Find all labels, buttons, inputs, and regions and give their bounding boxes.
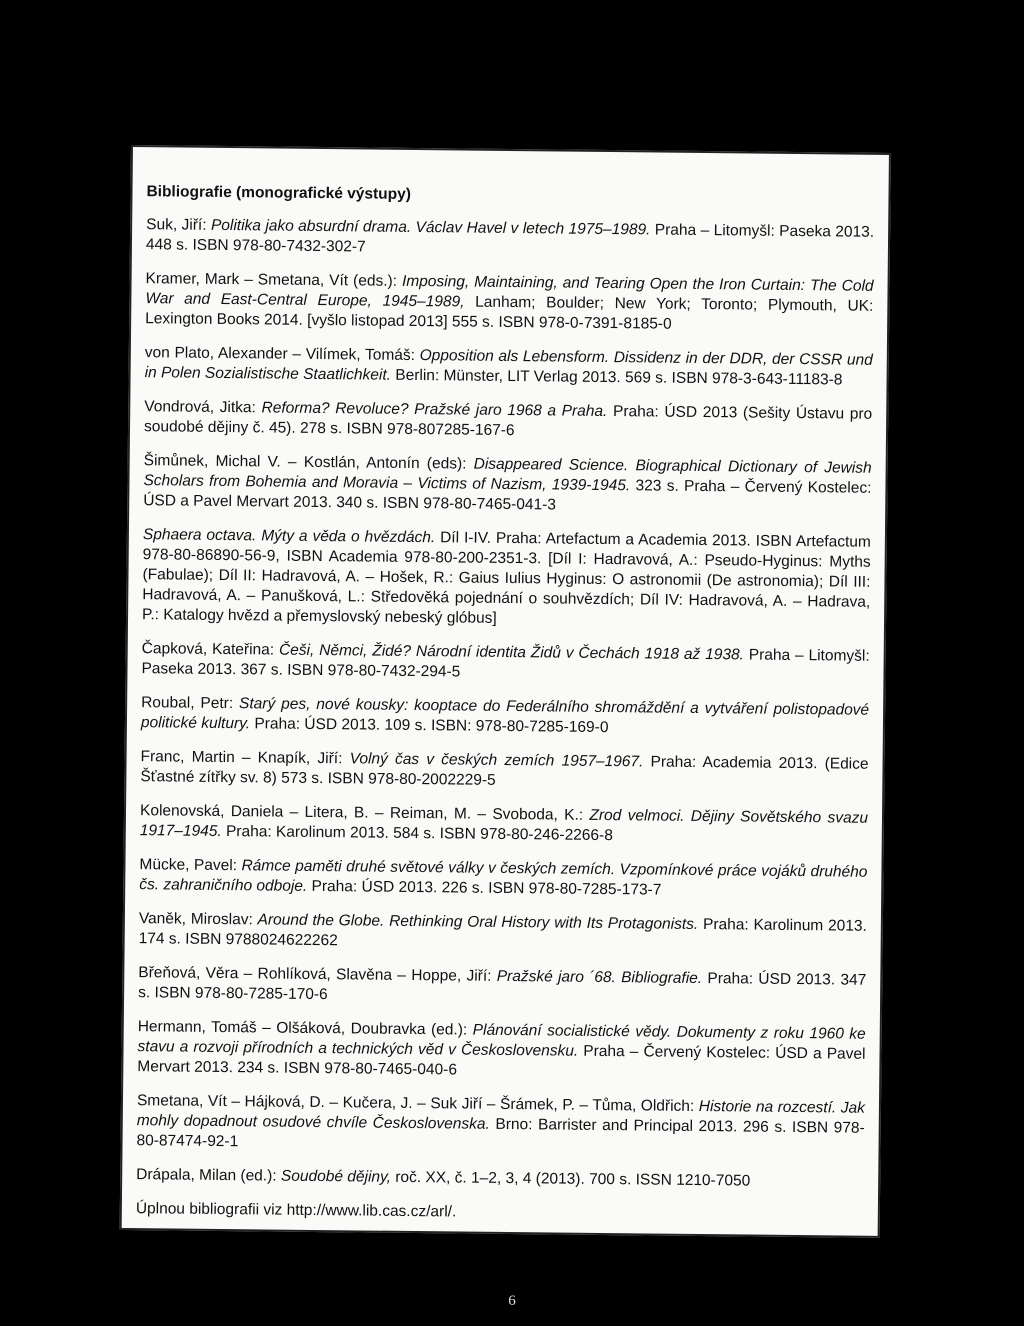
bib-entry: Suk, Jiří: Politika jako absurdní drama. Václav Havel v letech 1975–1989. Praha – Litomyšl: Paseka 2013. 448 s. ISBN 978-80-7432-302-7 [145,216,875,256]
bib-entry: Sphaera octava. Mýty a věda o hvězdách. Díl I-IV. Praha: Artefactum a Academia 2013. ISBN Artefactum 978-80-86890-56-9, ISBN Academia 978-80-200-2351-3. [Díl I: Hadravová, A.: Pseudo-Hyginus: Myths (Fabulae); Díl II: Hadravová, A. – Hošek, R.: Gaius Iulius Hyginus: O astronomii (De astronomia); Díl III: Hadravová, A. – Panušková, L.: Středověká pojednání o souhvězdích; Díl IV: Hadravová, A. – Hadrava, P.: Katalogy hvězd a přemyslovský nebeský glóbus] [141,526,871,627]
bib-entry: Vaněk, Miroslav: Around the Globe. Rethinking Oral History with Its Protagonists. Praha: Karolinum 2013. 174 s. ISBN 9788024622262 [138,910,867,950]
bib-entry: Kolenovská, Daniela – Litera, B. – Reiman, M. – Svoboda, K.: Zrod velmoci. Dějiny Sovětského svazu 1917–1945. Praha: Karolinum 2013. 584 s. ISBN 978-80-246-2266-8 [139,802,869,845]
bib-entry: Šimůnek, Michal V. – Kostlán, Antonín (eds): Disappeared Science. Biographical Dictionary of Jewish Scholars from Bohemia and Moravia – Victims of Nazism, 1939-1945. 323 s. Praha – Červený Kostelec: ÚSD a Pavel Mervart 2013. 340 s. ISBN 978-80-7465-041-3 [143,452,872,514]
bib-entry: Roubal, Petr: Starý pes, nové kousky: kooptace do Federálního shromáždění a vytváření polistopadové politické kultury. Praha: ÚSD 2013. 109 s. ISBN: 978-80-7285-169-0 [140,694,870,737]
bib-entry: Vondrová, Jitka: Reforma? Revoluce? Pražské jaro 1968 a Praha. Praha: ÚSD 2013 (Sešity Ústavu pro soudobé dějiny č. 45). 278 s. ISBN 978-807285-167-6 [143,398,873,440]
bib-entry: Franc, Martin – Knapík, Jiří: Volný čas v českých zemích 1957–1967. Praha: Academia 2013. (Edice Šťastné zítřky sv. 8) 573 s. ISBN 978-80-2002229-5 [140,748,869,789]
bib-entry: Kramer, Mark – Smetana, Vít (eds.): Imposing, Maintaining, and Tearing Open the Iron Curtain: The Cold War and East-Central Europe, 1945–1989, Lanham; Boulder; New York; Toronto; Plymouth, UK: Lexington Books 2014. [vyšlo listopad 2013] 555 s. ISBN 978-0-7391-8185-0 [145,270,874,333]
full-bibliography-note: Úplnou bibliografii viz http://www.lib.cas.cz/arl/. [135,1200,457,1221]
bib-entry: Hermann, Tomáš – Olšáková, Doubravka (ed.): Plánování socialistické vědy. Dokumenty z roku 1960 ke stavu a rozvoji přírodních a technických věd v Československu. Praha – Červený Kostelec: ÚSD a Pavel Mervart 2013. 234 s. ISBN 978-80-7465-040-6 [137,1018,866,1079]
bib-entry: Čapková, Kateřina: Češi, Němci, Židé? Národní identita Židů v Čechách 1918 až 1938. Praha – Litomyšl: Paseka 2013. 367 s. ISBN 978-80-7432-294-5 [141,640,870,681]
bib-entry: Drápala, Milan (ed.): Soudobé dějiny, roč. XX, č. 1–2, 3, 4 (2013). 700 s. ISSN 1210-7050 [136,1166,751,1190]
bib-entry: Mücke, Pavel: Rámce paměti druhé světové války v českých zemích. Vzpomínkové práce vojáků druhého čs. zahraničního odboje. Praha: ÚSD 2013. 226 s. ISBN 978-80-7285-173-7 [139,856,868,899]
bibliography-box [120,145,891,1238]
bib-entry: Smetana, Vít – Hájková, D. – Kučera, J. – Suk Jiří – Šrámek, P. – Tůma, Oldřich: Historie na rozcestí. Jak mohly dopadnout osudové chvíle Československa. Brno: Barrister and Principal 2013. 296 s. ISBN 978-80-87474-92-1 [136,1092,866,1151]
bib-entry: Břeňová, Věra – Rohlíková, Slavěna – Hoppe, Jiří: Pražské jaro ´68. Bibliografie. Praha: ÚSD 2013. 347 s. ISBN 978-80-7285-170-6 [138,964,867,1004]
bib-entry: von Plato, Alexander – Vilímek, Tomáš: Opposition als Lebensform. Dissidenz in der DDR, der CSSR und in Polen Sozialistische Staatlichkeit. Berlin: Münster, LIT Verlag 2013. 569 s. ISBN 978-3-643-11183-8 [144,344,873,389]
page-number: 6 [508,1293,516,1309]
section-title: Bibliografie (monografické výstupy) [146,183,412,203]
